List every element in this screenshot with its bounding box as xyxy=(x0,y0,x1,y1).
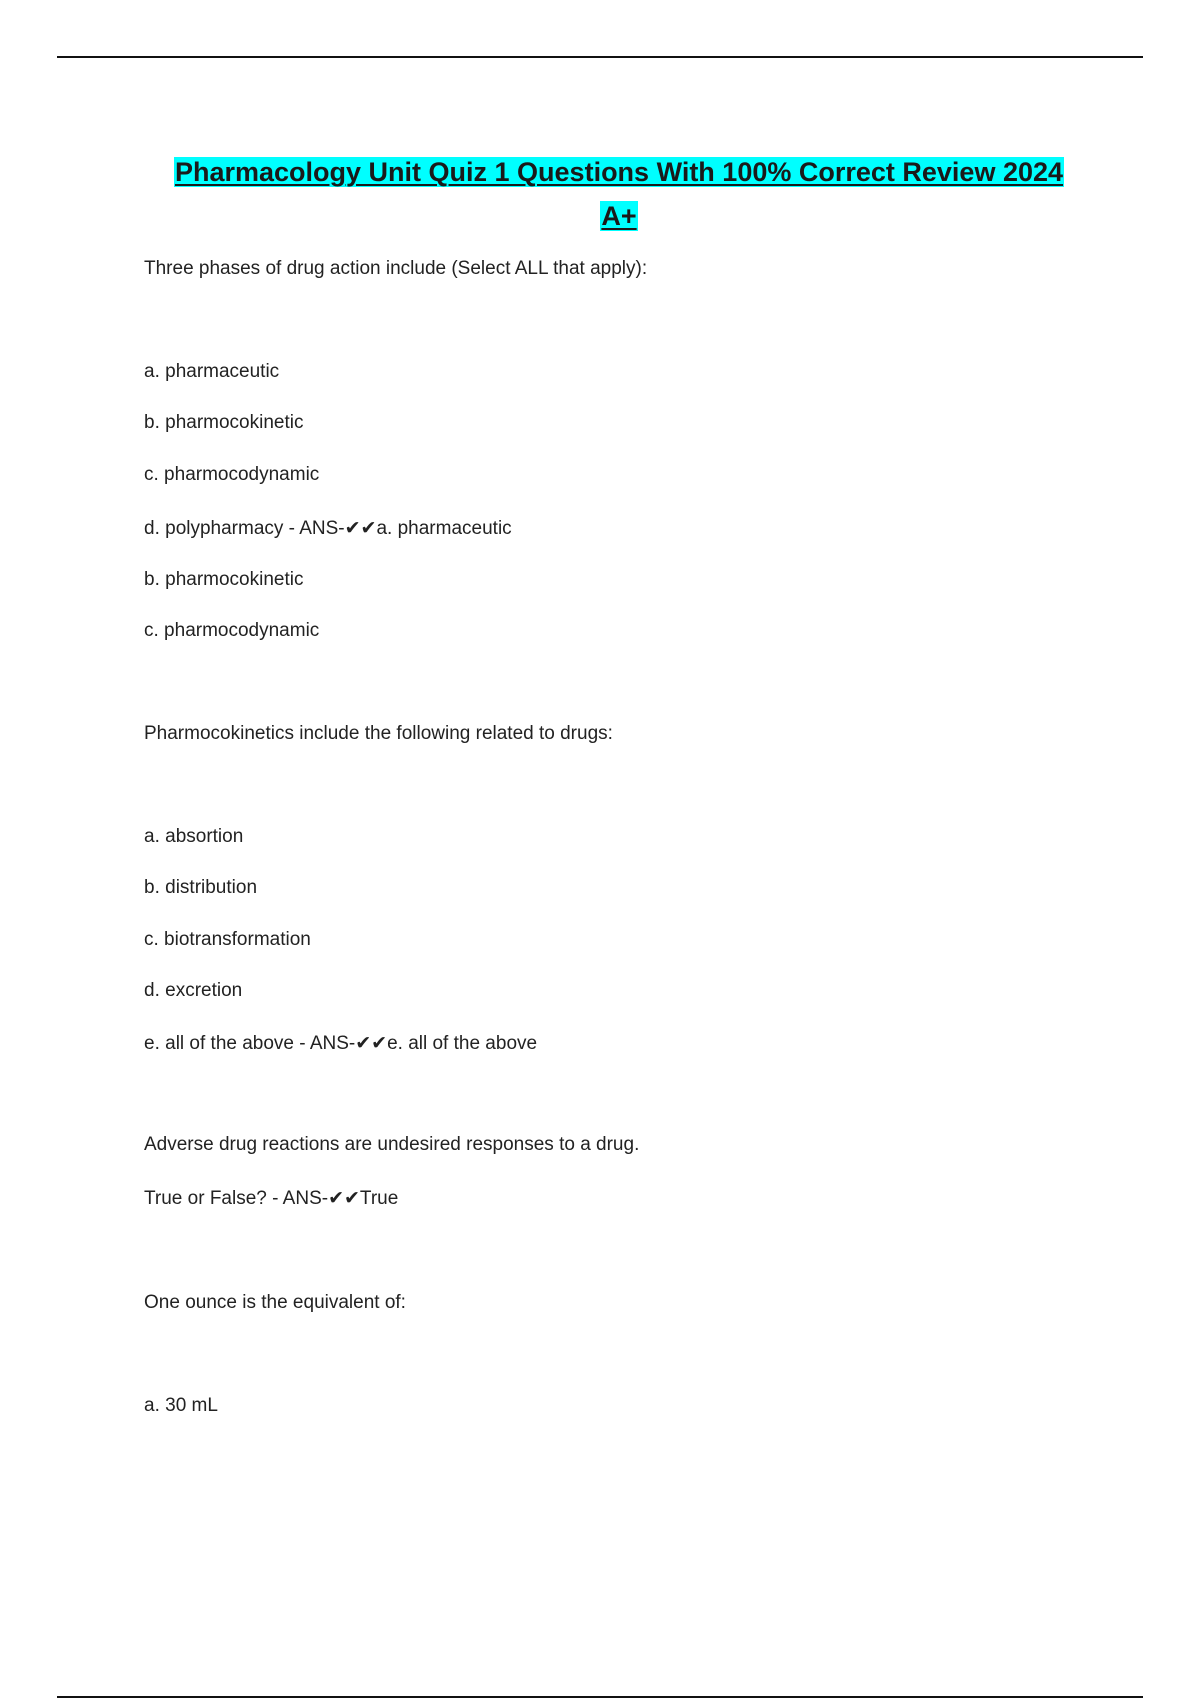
answer-text: e. all of the above xyxy=(387,1033,538,1054)
last-option: d. polypharmacy - ANS- xyxy=(144,518,345,539)
answer-item: b. pharmocokinetic xyxy=(144,569,304,590)
option-item: a. pharmaceutic xyxy=(144,361,280,382)
check-mark-icon: ✔✔ xyxy=(344,517,377,539)
answer-item: c. pharmocodynamic xyxy=(144,620,320,641)
question-prompt: Pharmocokinetics include the following related to drugs: xyxy=(144,723,613,744)
answer-line xyxy=(144,1186,398,1211)
title-line-1: Pharmacology Unit Quiz 1 Questions With 100% Correct Review 2024 xyxy=(174,157,1064,187)
title-line-2: A+ xyxy=(601,201,637,231)
answer-text: a. pharmaceutic xyxy=(376,518,512,539)
option-item: a. absortion xyxy=(144,826,244,847)
answer-line xyxy=(144,516,512,541)
header-rule xyxy=(57,56,1143,58)
option-item: c. biotransformation xyxy=(144,929,311,950)
last-option: True or False? - ANS- xyxy=(144,1188,329,1209)
question-prompt: Adverse drug reactions are undesired responses to a drug. xyxy=(144,1134,640,1155)
last-option: e. all of the above - ANS- xyxy=(144,1033,356,1054)
option-item: b. pharmocokinetic xyxy=(144,412,304,433)
option-item: b. distribution xyxy=(144,877,258,898)
check-mark-icon: ✔✔ xyxy=(328,1187,360,1209)
question-prompt: One ounce is the equivalent of: xyxy=(144,1292,406,1313)
document-title xyxy=(144,150,1094,238)
option-item: a. 30 mL xyxy=(144,1395,218,1416)
answer-text: True xyxy=(359,1188,399,1209)
question-prompt: Three phases of drug action include (Select ALL that apply): xyxy=(144,258,648,279)
answer-line xyxy=(144,1031,537,1056)
option-item: c. pharmocodynamic xyxy=(144,464,320,485)
footer-rule xyxy=(57,1696,1143,1698)
option-item: d. excretion xyxy=(144,980,243,1001)
document-body xyxy=(144,150,1084,238)
check-mark-icon: ✔✔ xyxy=(355,1032,388,1054)
